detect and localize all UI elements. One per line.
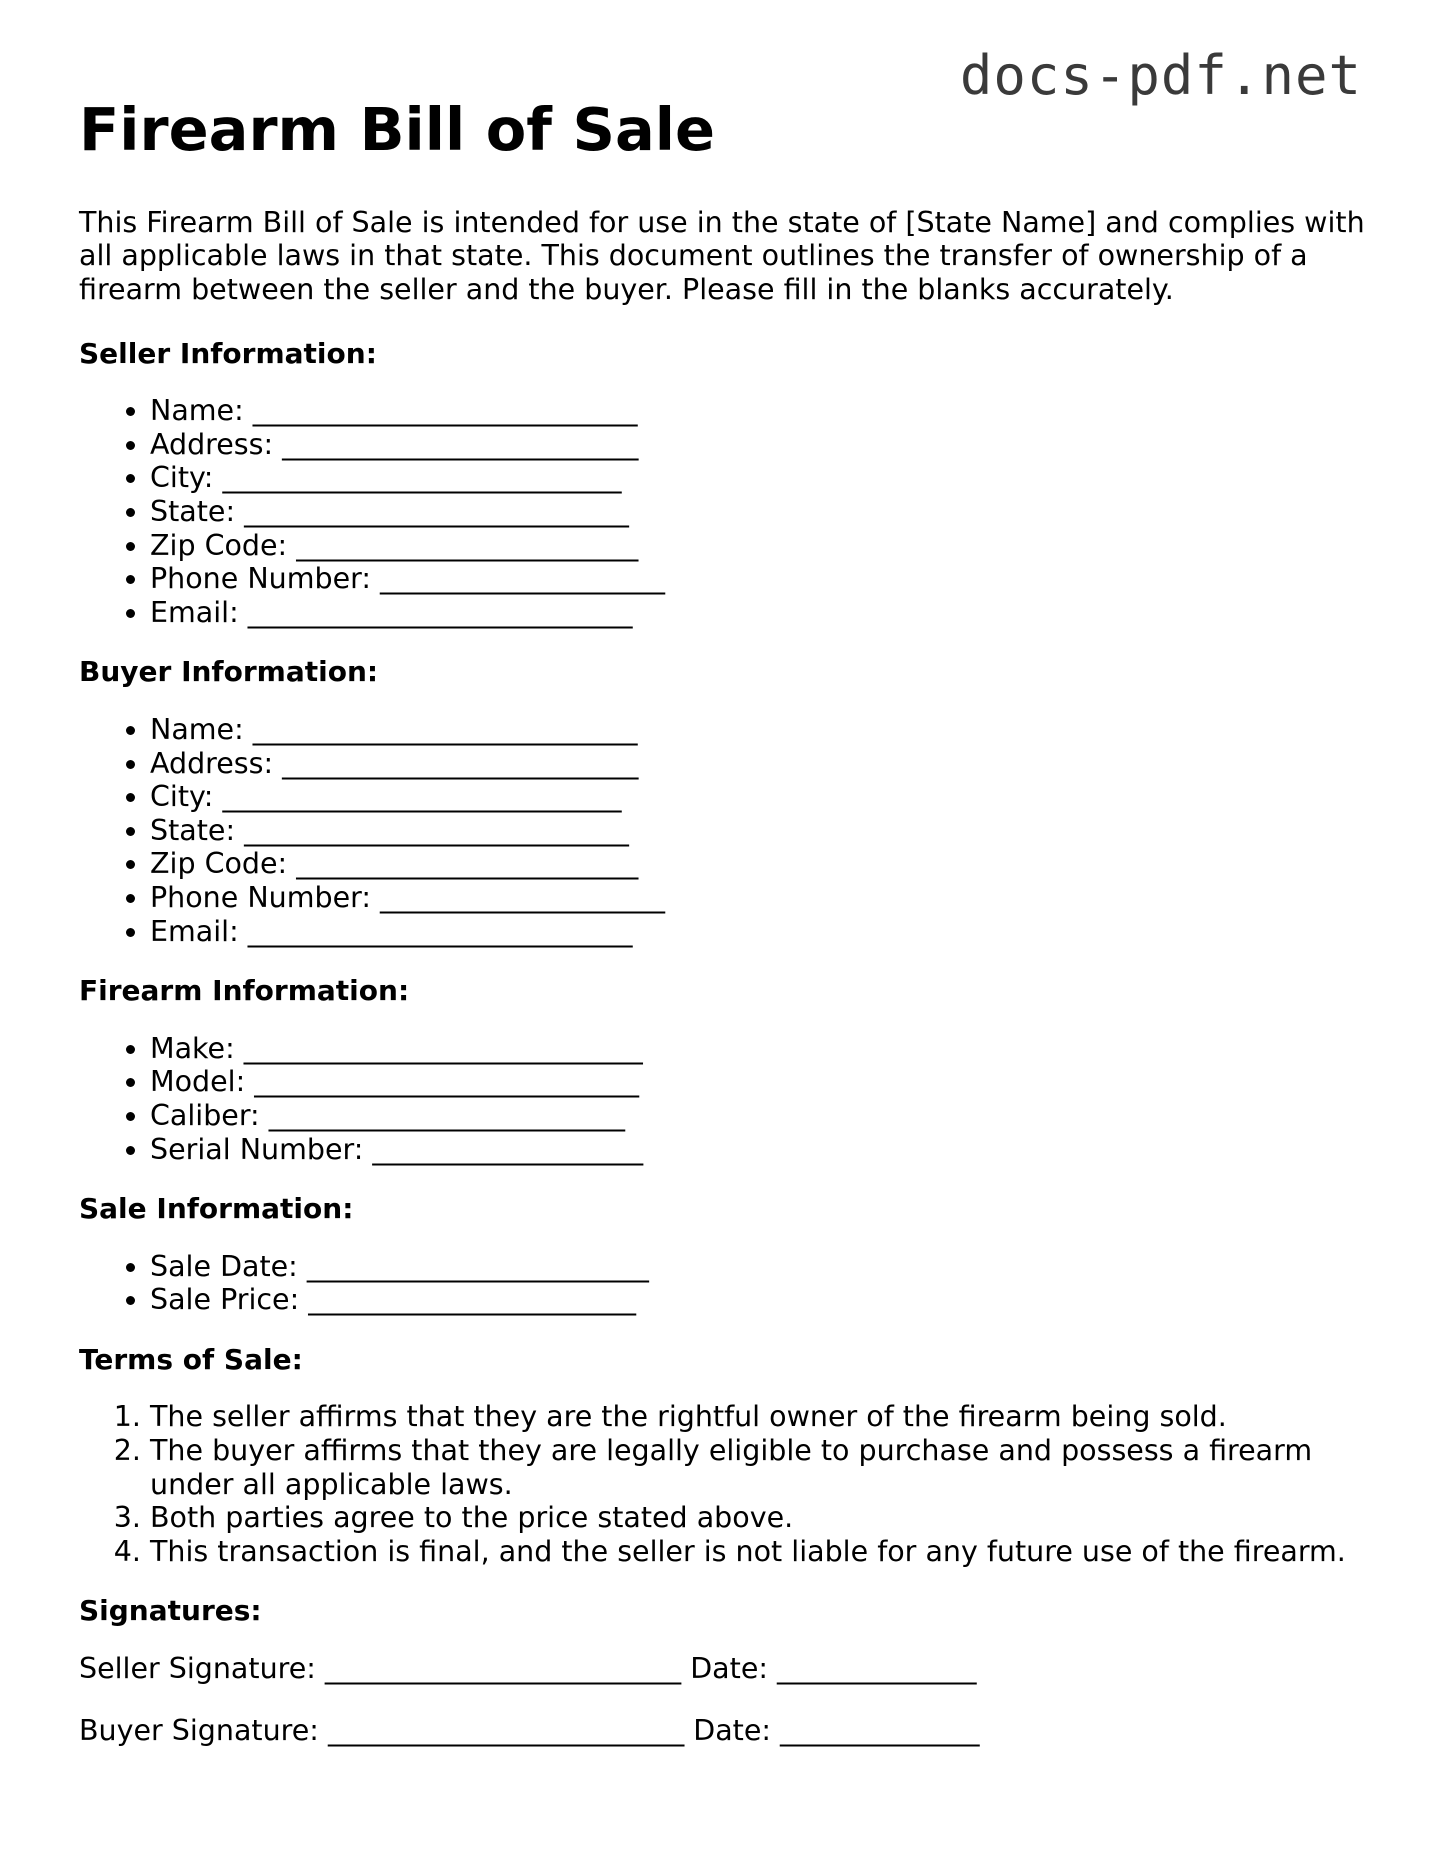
- page-title: Firearm Bill of Sale: [79, 95, 716, 164]
- seller-city-field: • City: ____________________________: [150, 461, 1369, 495]
- term-item: 3. Both parties agree to the price stated above.: [150, 1501, 1369, 1535]
- buyer-city-field: • City: ____________________________: [150, 780, 1369, 814]
- firearm-make-field: • Make: ____________________________: [150, 1032, 1369, 1066]
- terms-list: [79, 1400, 1369, 1568]
- seller-zip-field: • Zip Code: ________________________: [150, 529, 1369, 563]
- firearm-list: [79, 1032, 1369, 1166]
- term-item: 4. This transaction is final, and the seller is not liable for any future use of the firearm.: [150, 1535, 1369, 1569]
- seller-email-field: • Email: ___________________________: [150, 596, 1369, 630]
- term-item: 1. The seller affirms that they are the rightful owner of the firearm being sold.: [150, 1400, 1369, 1434]
- terms-heading: Terms of Sale:: [79, 1342, 303, 1376]
- sale-heading: Sale Information:: [79, 1192, 354, 1226]
- firearm-caliber-field: • Caliber: _________________________: [150, 1099, 1369, 1133]
- buyer-name-field: • Name: ___________________________: [150, 713, 1369, 747]
- firearm-serial-field: • Serial Number: ___________________: [150, 1133, 1369, 1167]
- sale-list: [79, 1250, 1369, 1317]
- seller-phone-field: • Phone Number: ____________________: [150, 562, 1369, 596]
- buyer-address-field: • Address: _________________________: [150, 747, 1369, 781]
- buyer-state-field: • State: ___________________________: [150, 814, 1369, 848]
- sale-date-field: • Sale Date: ________________________: [150, 1250, 1369, 1284]
- buyer-heading: Buyer Information:: [79, 655, 379, 689]
- signatures-heading: Signatures:: [79, 1594, 262, 1628]
- buyer-signature-line: Buyer Signature: _________________________ Date: ______________: [79, 1713, 980, 1747]
- seller-name-field: • Name: ___________________________: [150, 394, 1369, 428]
- buyer-phone-field: • Phone Number: ____________________: [150, 881, 1369, 915]
- seller-state-field: • State: ___________________________: [150, 495, 1369, 529]
- buyer-email-field: • Email: ___________________________: [150, 915, 1369, 949]
- sale-price-field: • Sale Price: _______________________: [150, 1283, 1369, 1317]
- seller-list: [79, 394, 1369, 629]
- firearm-heading: Firearm Information:: [79, 974, 410, 1008]
- firearm-model-field: • Model: ___________________________: [150, 1065, 1369, 1099]
- seller-signature-line: Seller Signature: _________________________ Date: ______________: [79, 1652, 977, 1686]
- buyer-list: [79, 713, 1369, 948]
- term-item: 2. The buyer affirms that they are legally eligible to purchase and possess a firearm under all applicable laws.: [150, 1434, 1369, 1501]
- document-page: [79, 96, 1369, 1775]
- seller-address-field: • Address: _________________________: [150, 428, 1369, 462]
- watermark: docs-pdf.net: [959, 44, 1362, 107]
- seller-heading: Seller Information:: [79, 336, 377, 370]
- buyer-zip-field: • Zip Code: ________________________: [150, 847, 1369, 881]
- intro-paragraph: This Firearm Bill of Sale is intended for use in the state of [State Name] and complies with all applicable laws in that state. This document outlines the transfer of ownership of a firearm between the seller and the buyer. Please fill in the blanks accurately.: [79, 205, 1365, 307]
